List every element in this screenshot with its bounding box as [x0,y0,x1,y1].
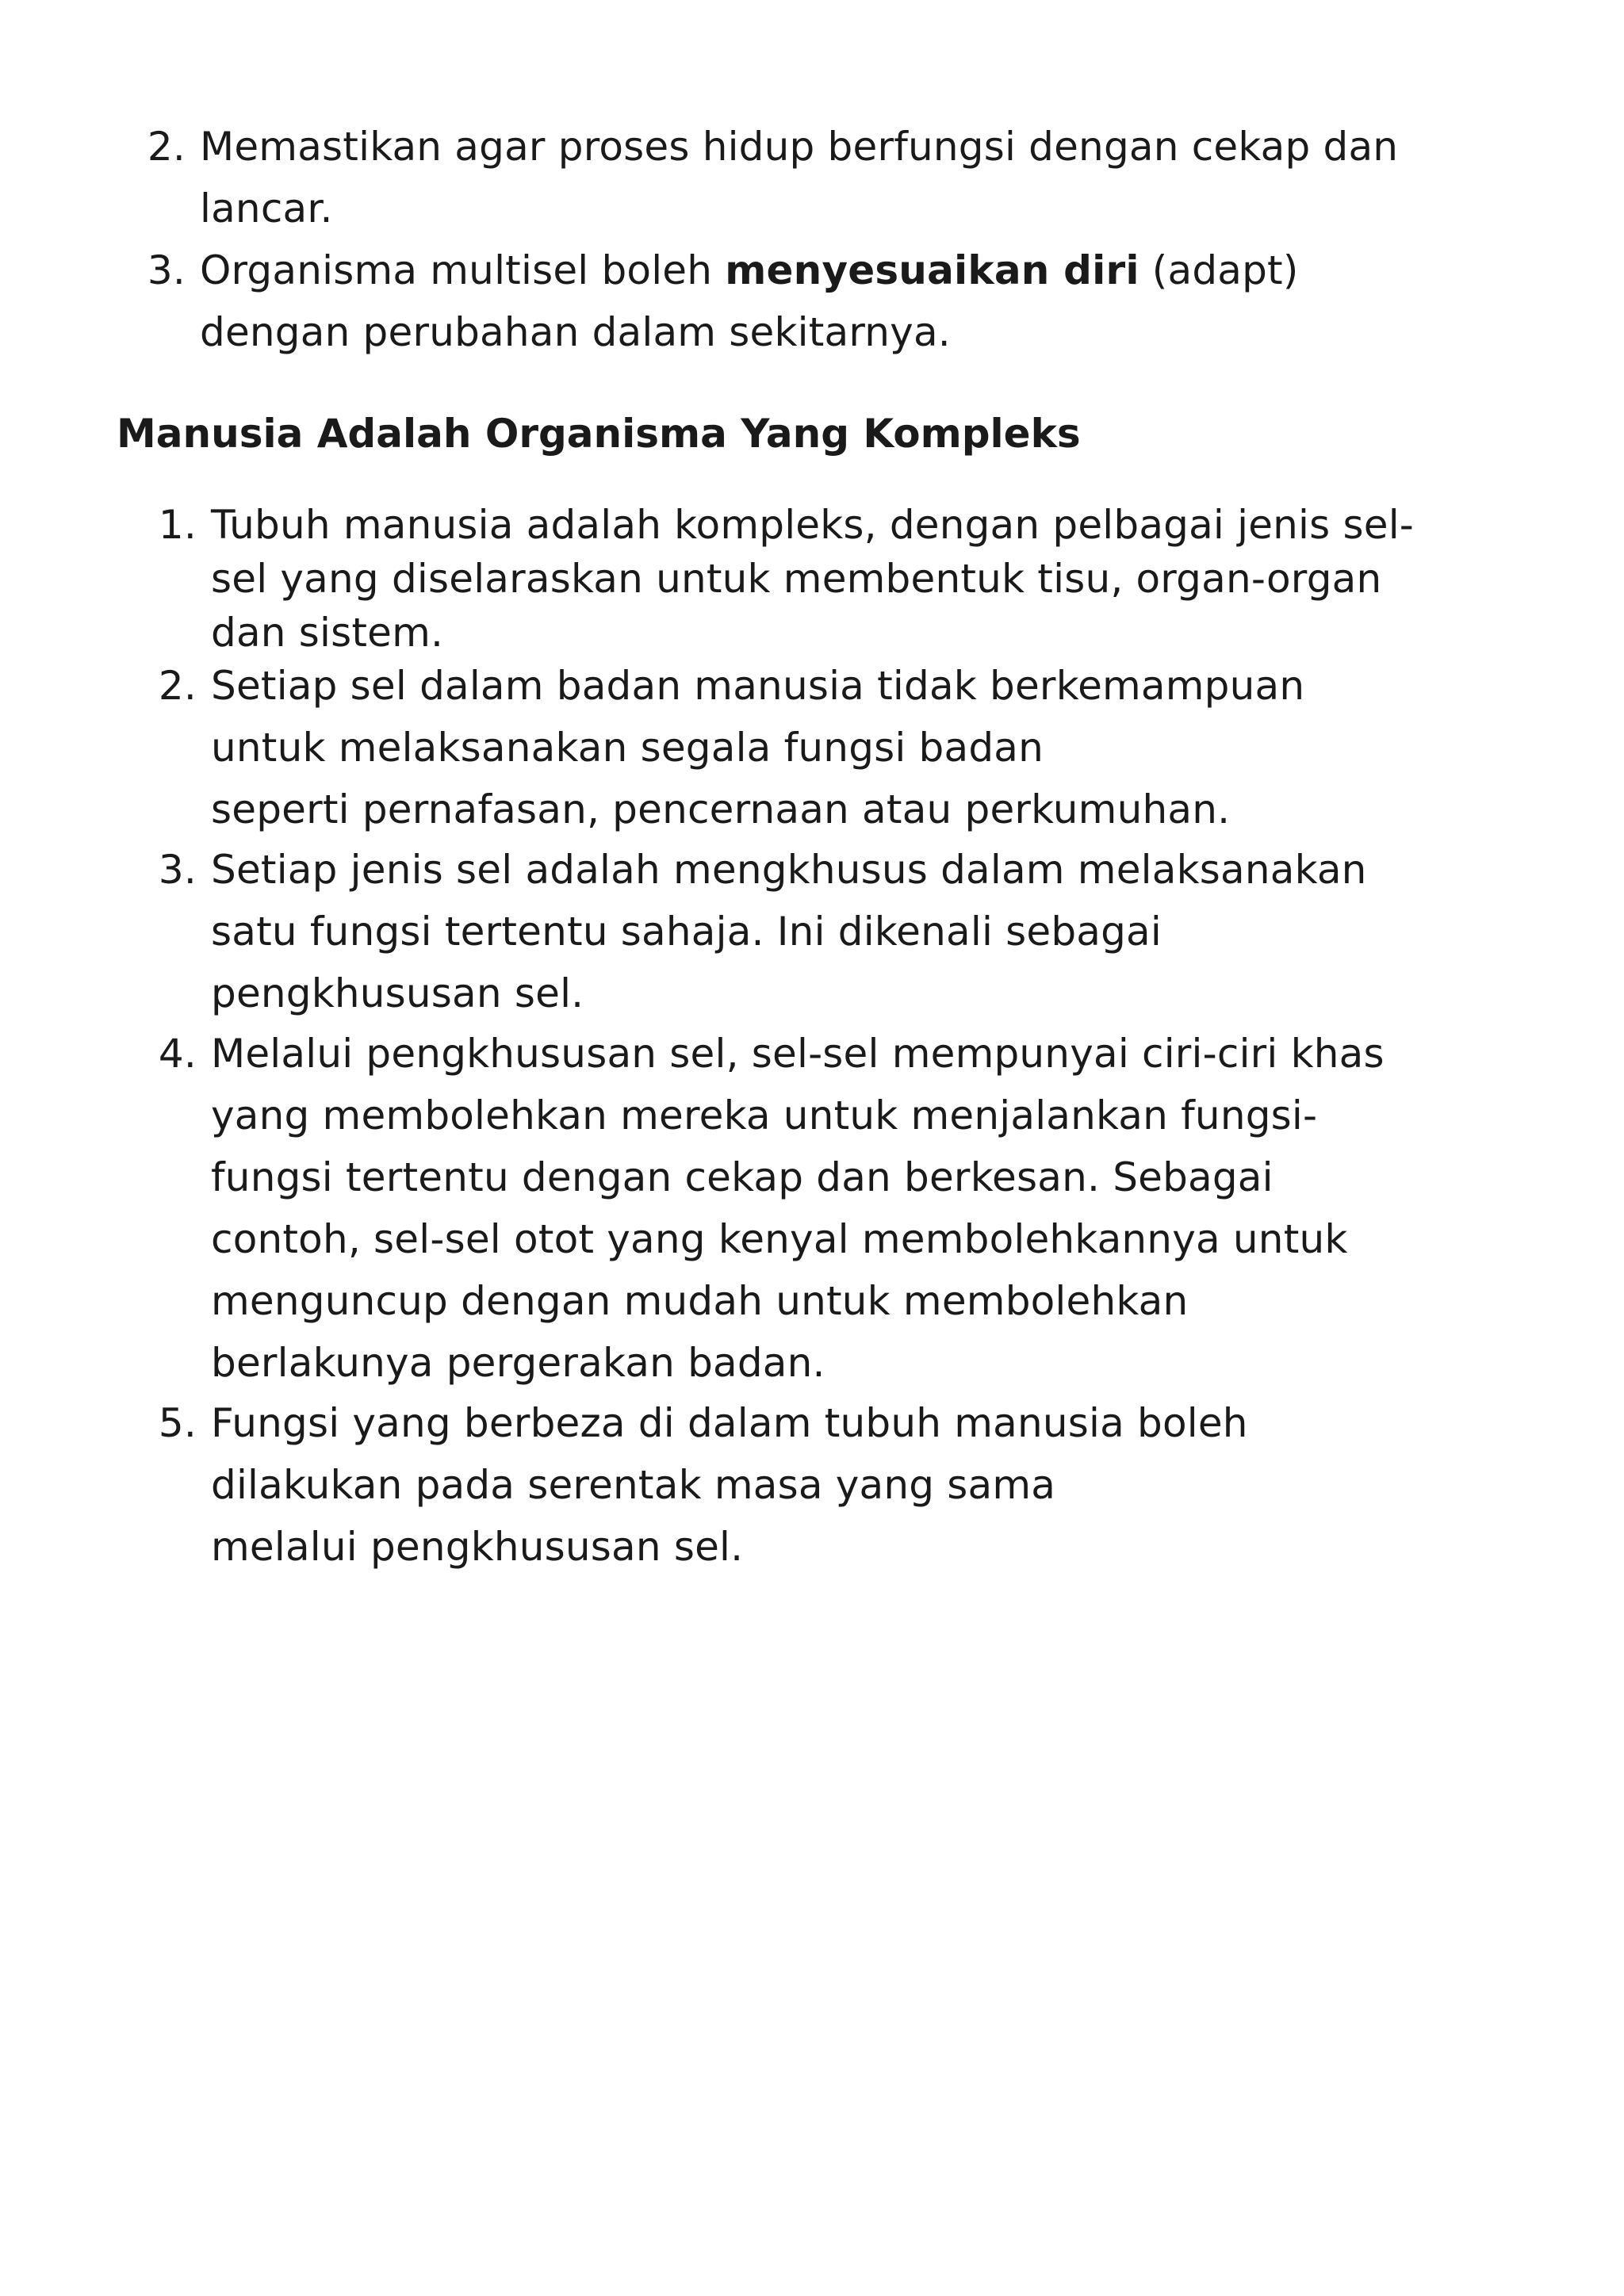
list-item-line: melalui pengkhususan sel. [211,1524,744,1570]
list-item-line: lancar. [200,186,333,232]
list-item-text [211,498,1554,660]
list-item-number: 3. [147,247,186,293]
list-item-line [200,239,1554,301]
list-item [0,1392,1554,1578]
list-item-line: fungsi tertentu dengan cekap dan berkesan. Sebagai [211,1154,1274,1200]
list-item-line: dilakukan pada serentak masa yang sama [211,1462,1056,1508]
list-item-line: yang membolehkan mereka untuk menjalankan fungsi- [211,1093,1318,1138]
list-item [0,116,1554,239]
list-item-line: sel yang diselaraskan untuk membentuk tisu, organ-organ [211,556,1382,602]
list-item-line: Tubuh manusia adalah kompleks, dengan pelbagai jenis sel- [211,502,1415,548]
list-item [0,498,1554,660]
list-item-number: 3. [158,847,197,893]
text-run: Organisma multisel boleh [200,247,726,293]
list-item-number: 1. [158,502,197,548]
list-item-line: contoh, sel-sel otot yang kenyal membolehkannya untuk [211,1216,1348,1262]
list-item-number: 5. [158,1400,197,1446]
list-item-line: dan sistem. [211,610,444,656]
list-item-line: Setiap sel dalam badan manusia tidak berkemampuan [211,663,1305,709]
list-item-line: dengan perubahan dalam sekitarnya. [200,309,951,355]
list-item-text [211,839,1554,1024]
list-item-line: Melalui pengkhususan sel, sel-sel mempunyai ciri-ciri khas [211,1031,1385,1077]
list-item-number: 2. [147,124,186,170]
list-item [0,1023,1554,1394]
list-item-number: 4. [158,1031,197,1077]
section-heading: Manusia Adalah Organisma Yang Kompleks [117,411,1081,457]
list-item-text [200,116,1554,239]
list-item-line: berlakunya pergerakan badan. [211,1340,825,1386]
list-item-text [211,655,1554,840]
list-item-number: 2. [158,663,197,709]
list-item-line: Setiap jenis sel adalah mengkhusus dalam melaksanakan [211,847,1367,893]
list-item-line: Memastikan agar proses hidup berfungsi dengan cekap dan [200,124,1399,170]
list-item [0,839,1554,1024]
list-item-text [211,1023,1554,1394]
list-item-line: satu fungsi tertentu sahaja. Ini dikenali sebagai [211,909,1162,955]
text-run: (adapt) [1139,247,1299,293]
list-item-line: untuk melaksanakan segala fungsi badan [211,725,1044,771]
list-item [0,655,1554,840]
bold-term: menyesuaikan diri [725,247,1139,293]
list-item-line: menguncup dengan mudah untuk membolehkan [211,1278,1189,1324]
list-item-text [200,239,1554,363]
list-item-line: Fungsi yang berbeza di dalam tubuh manusia boleh [211,1400,1248,1446]
list-item-text [211,1392,1554,1578]
list-item-line: pengkhususan sel. [211,970,584,1016]
list-item [0,239,1554,363]
list-item-line: seperti pernafasan, pencernaan atau perkumuhan. [211,786,1231,832]
